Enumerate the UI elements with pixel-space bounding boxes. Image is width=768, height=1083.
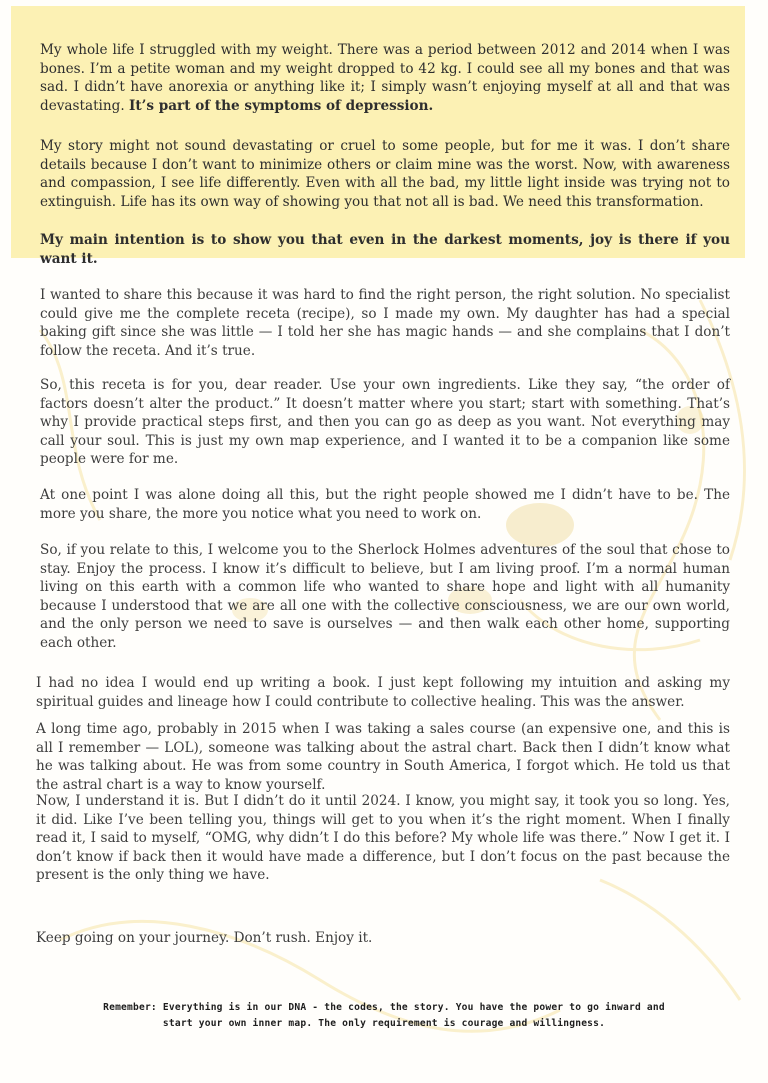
depression-statement: It’s part of the symptoms of depression. xyxy=(128,97,434,114)
footer-line-1: Remember: Everything is in our DNA - the codes, the story. You have the power to go inward and xyxy=(103,1002,665,1013)
intro-paragraph-1 xyxy=(40,41,730,115)
body-paragraph-6: A long time ago, probably in 2015 when I was taking a sales course (an expensive one, and this is all I remember — LOL), someone was talking about the astral chart. Back then I didn’t know what he was talking about. He was from some country in South America, I forgot which. He told us that the astral chart is a way to know yourself. xyxy=(36,721,730,793)
intro-paragraph-1-text: My whole life I struggled with my weight. There was a period between 2012 and 2014 when I was bones. I’m a petite woman and my weight dropped to 42 kg. I could see all my bones and that was sad. I didn’t have anorexia or anything like it; I simply wasn’t enjoying myself at all and that was devastating. xyxy=(40,42,730,114)
intro-paragraph-2: My story might not sound devastating or cruel to some people, but for me it was. I don’t share details because I don’t want to minimize others or claim mine was the worst. Now, with awareness and compassion, I see life differently. Even with all the bad, my little light inside was trying not to extinguish. Life has its own way of showing you that not all is bad. We need this transformation. xyxy=(40,138,730,210)
body-paragraph-7: Now, I understand it is. But I didn’t do it until 2024. I know, you might say, it took you so long. Yes, it did. Like I’ve been telling you, things will get to you when it’s the right moment. When I finally read it, I said to myself, “OMG, why didn’t I do this before? My whole life was there.” Now I get it. I don’t know if back then it would have made a difference, but I don’t focus on the past because the present is the only thing we have. xyxy=(36,793,730,883)
footer-reminder xyxy=(30,1000,738,1032)
body-paragraph-8: Keep going on your journey. Don’t rush. Enjoy it. xyxy=(36,930,373,946)
main-intention: My main intention is to show you that even in the darkest moments, joy is there if you want it. xyxy=(40,232,730,267)
body-paragraph-5: I had no idea I would end up writing a book. I just kept following my intuition and asking my spiritual guides and lineage how I could contribute to collective healing. This was the answer. xyxy=(36,675,730,710)
body-paragraph-2: So, this receta is for you, dear reader. Use your own ingredients. Like they say, “the order of factors doesn’t alter the product.” It doesn’t matter where you start; start with something. That’s why I provide practical steps first, and then you can go as deep as you want. Not everything may call your soul. This is just my own map experience, and I wanted it to be a companion like some people were for me. xyxy=(40,377,730,467)
body-paragraph-1: I wanted to share this because it was hard to find the right person, the right solution. No specialist could give me the complete receta (recipe), so I made my own. My daughter has had a special baking gift since she was little — I told her she has magic hands — and she complains that I don’t follow the receta. And it’s true. xyxy=(40,287,730,359)
body-paragraph-4: So, if you relate to this, I welcome you to the Sherlock Holmes adventures of the soul that chose to stay. Enjoy the process. I know it’s difficult to believe, but I am living proof. I’m a normal human living on this earth with a common life who wanted to share hope and light with all humanity because I understood that we are all one with the collective consciousness, we are our own world, and the only person we need to save is ourselves — and then walk each other home, supporting each other. xyxy=(40,542,730,651)
footer-line-2: start your own inner map. The only requirement is courage and willingness. xyxy=(162,1018,606,1029)
body-paragraph-3: At one point I was alone doing all this, but the right people showed me I didn’t have to be. The more you share, the more you notice what you need to work on. xyxy=(40,487,730,522)
